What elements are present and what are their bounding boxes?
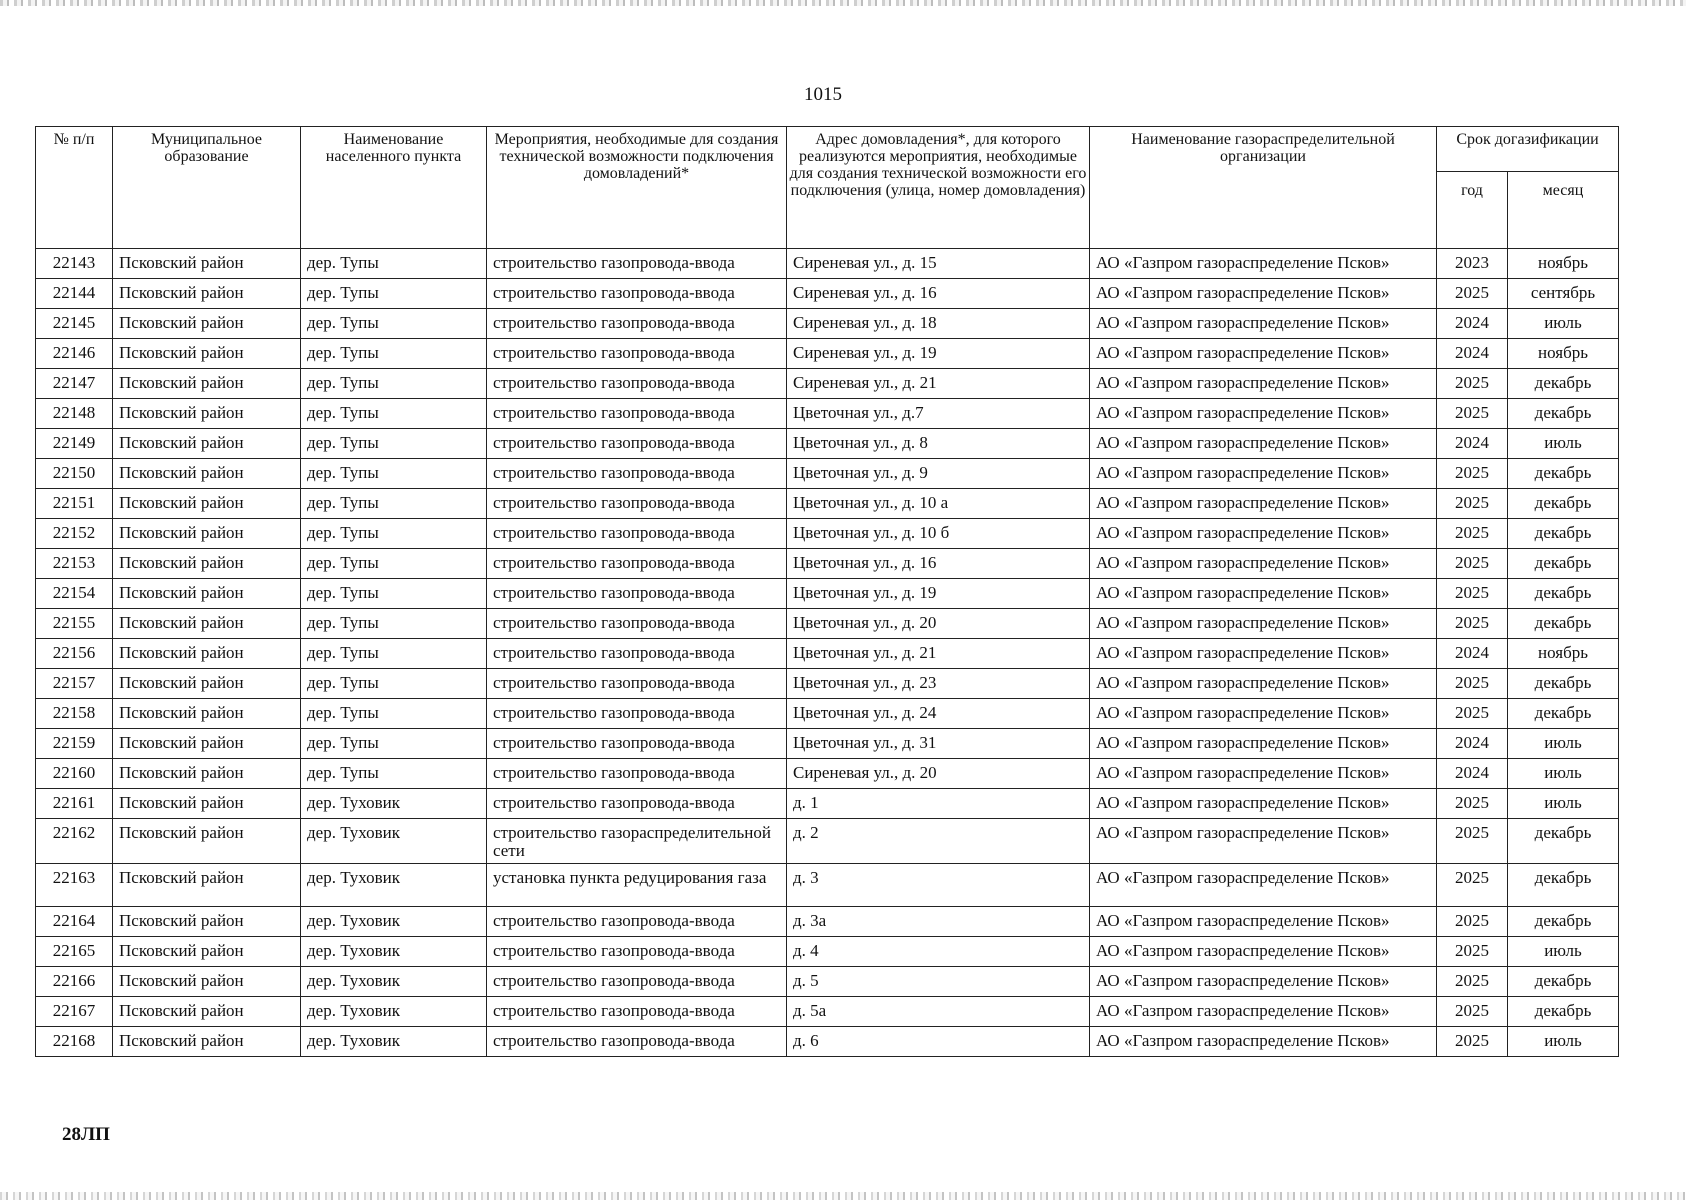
cell-settlement: дер. Тупы (301, 459, 487, 489)
cell-month: июль (1508, 1027, 1619, 1057)
cell-settlement: дер. Туховик (301, 937, 487, 967)
cell-year: 2025 (1437, 997, 1508, 1027)
cell-address: д. 3а (787, 907, 1090, 937)
cell-address: Цветочная ул., д. 24 (787, 699, 1090, 729)
cell-address: Сиреневая ул., д. 16 (787, 279, 1090, 309)
cell-settlement: дер. Туховик (301, 907, 487, 937)
cell-measure: строительство газопровода-ввода (487, 579, 787, 609)
cell-month: декабрь (1508, 819, 1619, 864)
cell-municipality: Псковский район (113, 997, 301, 1027)
cell-year: 2025 (1437, 967, 1508, 997)
cell-year: 2024 (1437, 639, 1508, 669)
cell-address: Сиреневая ул., д. 21 (787, 369, 1090, 399)
table-row (36, 967, 1619, 997)
cell-num: 22159 (36, 729, 113, 759)
cell-settlement: дер. Туховик (301, 967, 487, 997)
cell-organization: АО «Газпром газораспределение Псков» (1090, 1027, 1437, 1057)
cell-municipality: Псковский район (113, 429, 301, 459)
cell-year: 2025 (1437, 937, 1508, 967)
cell-measure: строительство газораспределительной сети (487, 819, 787, 864)
table-body (36, 249, 1619, 1057)
table-row (36, 459, 1619, 489)
table-row (36, 864, 1619, 907)
cell-month: декабрь (1508, 459, 1619, 489)
cell-year: 2025 (1437, 459, 1508, 489)
cell-settlement: дер. Тупы (301, 729, 487, 759)
cell-num: 22168 (36, 1027, 113, 1057)
cell-organization: АО «Газпром газораспределение Псков» (1090, 579, 1437, 609)
cell-year: 2025 (1437, 609, 1508, 639)
table-row (36, 369, 1619, 399)
cell-settlement: дер. Тупы (301, 489, 487, 519)
header-municipality: Муниципальное образование (113, 127, 301, 249)
cell-municipality: Псковский район (113, 399, 301, 429)
cell-month: ноябрь (1508, 249, 1619, 279)
cell-settlement: дер. Тупы (301, 279, 487, 309)
cell-month: декабрь (1508, 669, 1619, 699)
cell-num: 22147 (36, 369, 113, 399)
cell-municipality: Псковский район (113, 967, 301, 997)
cell-municipality: Псковский район (113, 339, 301, 369)
cell-organization: АО «Газпром газораспределение Псков» (1090, 549, 1437, 579)
cell-municipality: Псковский район (113, 789, 301, 819)
cell-measure: строительство газопровода-ввода (487, 759, 787, 789)
cell-settlement: дер. Туховик (301, 819, 487, 864)
cell-municipality: Псковский район (113, 937, 301, 967)
cell-month: декабрь (1508, 699, 1619, 729)
cell-month: декабрь (1508, 864, 1619, 907)
cell-organization: АО «Газпром газораспределение Псков» (1090, 459, 1437, 489)
cell-num: 22167 (36, 997, 113, 1027)
cell-address: Цветочная ул., д. 21 (787, 639, 1090, 669)
table-row (36, 819, 1619, 864)
cell-organization: АО «Газпром газораспределение Псков» (1090, 639, 1437, 669)
cell-month: июль (1508, 429, 1619, 459)
cell-organization: АО «Газпром газораспределение Псков» (1090, 399, 1437, 429)
cell-municipality: Псковский район (113, 907, 301, 937)
header-organization: Наименование газораспределительной организации (1090, 127, 1437, 249)
cell-municipality: Псковский район (113, 669, 301, 699)
cell-organization: АО «Газпром газораспределение Псков» (1090, 429, 1437, 459)
cell-year: 2023 (1437, 249, 1508, 279)
cell-address: Сиреневая ул., д. 20 (787, 759, 1090, 789)
cell-year: 2024 (1437, 309, 1508, 339)
cell-year: 2025 (1437, 549, 1508, 579)
table-row (36, 669, 1619, 699)
cell-organization: АО «Газпром газораспределение Псков» (1090, 609, 1437, 639)
cell-month: июль (1508, 729, 1619, 759)
cell-organization: АО «Газпром газораспределение Псков» (1090, 519, 1437, 549)
cell-settlement: дер. Тупы (301, 519, 487, 549)
cell-month: июль (1508, 789, 1619, 819)
cell-municipality: Псковский район (113, 864, 301, 907)
cell-num: 22154 (36, 579, 113, 609)
cell-month: ноябрь (1508, 339, 1619, 369)
cell-year: 2024 (1437, 339, 1508, 369)
cell-month: декабрь (1508, 997, 1619, 1027)
cell-month: декабрь (1508, 369, 1619, 399)
cell-measure: строительство газопровода-ввода (487, 729, 787, 759)
cell-organization: АО «Газпром газораспределение Псков» (1090, 489, 1437, 519)
cell-organization: АО «Газпром газораспределение Псков» (1090, 907, 1437, 937)
cell-address: Цветочная ул., д. 19 (787, 579, 1090, 609)
cell-measure: строительство газопровода-ввода (487, 789, 787, 819)
cell-year: 2025 (1437, 699, 1508, 729)
cell-measure: строительство газопровода-ввода (487, 519, 787, 549)
cell-year: 2024 (1437, 759, 1508, 789)
table-row (36, 609, 1619, 639)
header-year: год (1437, 172, 1508, 249)
cell-num: 22156 (36, 639, 113, 669)
cell-month: июль (1508, 309, 1619, 339)
cell-municipality: Псковский район (113, 609, 301, 639)
cell-organization: АО «Газпром газораспределение Псков» (1090, 279, 1437, 309)
cell-organization: АО «Газпром газораспределение Псков» (1090, 759, 1437, 789)
cell-measure: строительство газопровода-ввода (487, 699, 787, 729)
cell-municipality: Псковский район (113, 639, 301, 669)
cell-num: 22153 (36, 549, 113, 579)
cell-year: 2024 (1437, 429, 1508, 459)
cell-month: декабрь (1508, 549, 1619, 579)
cell-num: 22144 (36, 279, 113, 309)
header-address: Адрес домовладения*, для которого реализуются мероприятия, необходимые для создания технической возможности его подключения (улица, номер домовладения) (787, 127, 1090, 249)
cell-municipality: Псковский район (113, 249, 301, 279)
cell-organization: АО «Газпром газораспределение Псков» (1090, 967, 1437, 997)
cell-municipality: Псковский район (113, 729, 301, 759)
cell-settlement: дер. Тупы (301, 549, 487, 579)
cell-municipality: Псковский район (113, 549, 301, 579)
cell-num: 22150 (36, 459, 113, 489)
cell-organization: АО «Газпром газораспределение Псков» (1090, 729, 1437, 759)
table-row (36, 1027, 1619, 1057)
cell-measure: установка пункта редуцирования газа (487, 864, 787, 907)
table-row (36, 729, 1619, 759)
table-row (36, 937, 1619, 967)
page-number: 1015 (804, 84, 842, 105)
cell-measure: строительство газопровода-ввода (487, 369, 787, 399)
cell-measure: строительство газопровода-ввода (487, 489, 787, 519)
cell-month: декабрь (1508, 399, 1619, 429)
cell-num: 22165 (36, 937, 113, 967)
cell-month: сентябрь (1508, 279, 1619, 309)
cell-measure: строительство газопровода-ввода (487, 937, 787, 967)
table-row (36, 907, 1619, 937)
header-term: Срок догазификации (1437, 127, 1619, 172)
cell-settlement: дер. Тупы (301, 759, 487, 789)
cell-organization: АО «Газпром газораспределение Псков» (1090, 339, 1437, 369)
cell-municipality: Псковский район (113, 1027, 301, 1057)
table-row (36, 429, 1619, 459)
cell-measure: строительство газопровода-ввода (487, 279, 787, 309)
scan-edge-top (0, 0, 1686, 6)
cell-settlement: дер. Туховик (301, 864, 487, 907)
cell-address: Цветочная ул., д. 10 а (787, 489, 1090, 519)
cell-year: 2025 (1437, 789, 1508, 819)
cell-municipality: Псковский район (113, 819, 301, 864)
cell-num: 22148 (36, 399, 113, 429)
cell-settlement: дер. Тупы (301, 369, 487, 399)
cell-municipality: Псковский район (113, 699, 301, 729)
cell-num: 22162 (36, 819, 113, 864)
cell-num: 22146 (36, 339, 113, 369)
table-row (36, 789, 1619, 819)
table-row (36, 579, 1619, 609)
cell-num: 22166 (36, 967, 113, 997)
cell-organization: АО «Газпром газораспределение Псков» (1090, 819, 1437, 864)
gasification-table (35, 126, 1619, 1057)
cell-measure: строительство газопровода-ввода (487, 669, 787, 699)
cell-num: 22151 (36, 489, 113, 519)
cell-settlement: дер. Тупы (301, 429, 487, 459)
cell-organization: АО «Газпром газораспределение Псков» (1090, 937, 1437, 967)
cell-municipality: Псковский район (113, 459, 301, 489)
cell-settlement: дер. Туховик (301, 997, 487, 1027)
cell-address: Цветочная ул., д. 31 (787, 729, 1090, 759)
cell-month: декабрь (1508, 519, 1619, 549)
cell-organization: АО «Газпром газораспределение Псков» (1090, 997, 1437, 1027)
header-row (36, 127, 1619, 172)
cell-municipality: Псковский район (113, 279, 301, 309)
cell-settlement: дер. Тупы (301, 699, 487, 729)
cell-month: ноябрь (1508, 639, 1619, 669)
table-row (36, 309, 1619, 339)
cell-month: июль (1508, 937, 1619, 967)
table-row (36, 249, 1619, 279)
cell-municipality: Псковский район (113, 579, 301, 609)
cell-month: декабрь (1508, 489, 1619, 519)
cell-measure: строительство газопровода-ввода (487, 339, 787, 369)
header-settlement: Наименование населенного пункта (301, 127, 487, 249)
cell-num: 22143 (36, 249, 113, 279)
cell-measure: строительство газопровода-ввода (487, 1027, 787, 1057)
cell-num: 22163 (36, 864, 113, 907)
cell-municipality: Псковский район (113, 489, 301, 519)
cell-organization: АО «Газпром газораспределение Псков» (1090, 789, 1437, 819)
header-month: месяц (1508, 172, 1619, 249)
scan-edge-bottom (0, 1192, 1686, 1200)
cell-organization: АО «Газпром газораспределение Псков» (1090, 249, 1437, 279)
cell-measure: строительство газопровода-ввода (487, 399, 787, 429)
cell-organization: АО «Газпром газораспределение Псков» (1090, 669, 1437, 699)
cell-address: д. 4 (787, 937, 1090, 967)
cell-year: 2025 (1437, 1027, 1508, 1057)
cell-month: декабрь (1508, 609, 1619, 639)
cell-settlement: дер. Тупы (301, 639, 487, 669)
cell-measure: строительство газопровода-ввода (487, 249, 787, 279)
header-num: № п/п (36, 127, 113, 249)
table-row (36, 399, 1619, 429)
cell-month: декабрь (1508, 967, 1619, 997)
cell-num: 22149 (36, 429, 113, 459)
cell-settlement: дер. Тупы (301, 579, 487, 609)
table-row (36, 489, 1619, 519)
cell-address: Цветочная ул., д.7 (787, 399, 1090, 429)
cell-organization: АО «Газпром газораспределение Псков» (1090, 369, 1437, 399)
cell-municipality: Псковский район (113, 309, 301, 339)
cell-settlement: дер. Тупы (301, 249, 487, 279)
cell-num: 22161 (36, 789, 113, 819)
cell-year: 2025 (1437, 519, 1508, 549)
cell-measure: строительство газопровода-ввода (487, 997, 787, 1027)
cell-num: 22158 (36, 699, 113, 729)
cell-measure: строительство газопровода-ввода (487, 429, 787, 459)
table-row (36, 997, 1619, 1027)
cell-settlement: дер. Туховик (301, 789, 487, 819)
cell-year: 2025 (1437, 819, 1508, 864)
cell-address: Цветочная ул., д. 10 б (787, 519, 1090, 549)
cell-num: 22160 (36, 759, 113, 789)
table-row (36, 759, 1619, 789)
cell-measure: строительство газопровода-ввода (487, 309, 787, 339)
cell-address: д. 3 (787, 864, 1090, 907)
table-row (36, 699, 1619, 729)
cell-year: 2025 (1437, 489, 1508, 519)
cell-address: Сиреневая ул., д. 19 (787, 339, 1090, 369)
cell-address: д. 6 (787, 1027, 1090, 1057)
cell-year: 2025 (1437, 669, 1508, 699)
cell-month: декабрь (1508, 579, 1619, 609)
cell-address: Цветочная ул., д. 23 (787, 669, 1090, 699)
cell-address: Сиреневая ул., д. 15 (787, 249, 1090, 279)
cell-address: д. 5 (787, 967, 1090, 997)
table-row (36, 549, 1619, 579)
cell-measure: строительство газопровода-ввода (487, 907, 787, 937)
table-row (36, 339, 1619, 369)
cell-year: 2025 (1437, 864, 1508, 907)
cell-address: Сиреневая ул., д. 18 (787, 309, 1090, 339)
cell-settlement: дер. Тупы (301, 339, 487, 369)
cell-municipality: Псковский район (113, 369, 301, 399)
cell-municipality: Псковский район (113, 519, 301, 549)
cell-month: декабрь (1508, 907, 1619, 937)
table-row (36, 279, 1619, 309)
cell-address: Цветочная ул., д. 8 (787, 429, 1090, 459)
footer-code: 28ЛП (62, 1124, 110, 1145)
cell-month: июль (1508, 759, 1619, 789)
cell-address: д. 2 (787, 819, 1090, 864)
cell-year: 2024 (1437, 729, 1508, 759)
cell-year: 2025 (1437, 279, 1508, 309)
cell-settlement: дер. Тупы (301, 669, 487, 699)
cell-measure: строительство газопровода-ввода (487, 639, 787, 669)
cell-address: Цветочная ул., д. 9 (787, 459, 1090, 489)
cell-address: д. 1 (787, 789, 1090, 819)
cell-address: Цветочная ул., д. 20 (787, 609, 1090, 639)
cell-year: 2025 (1437, 907, 1508, 937)
cell-num: 22145 (36, 309, 113, 339)
cell-address: Цветочная ул., д. 16 (787, 549, 1090, 579)
cell-organization: АО «Газпром газораспределение Псков» (1090, 699, 1437, 729)
cell-settlement: дер. Тупы (301, 399, 487, 429)
cell-year: 2025 (1437, 369, 1508, 399)
header-measures: Мероприятия, необходимые для создания технической возможности подключения домовладений* (487, 127, 787, 249)
cell-address: д. 5а (787, 997, 1090, 1027)
cell-organization: АО «Газпром газораспределение Псков» (1090, 864, 1437, 907)
cell-settlement: дер. Тупы (301, 609, 487, 639)
cell-measure: строительство газопровода-ввода (487, 967, 787, 997)
cell-year: 2025 (1437, 579, 1508, 609)
cell-year: 2025 (1437, 399, 1508, 429)
cell-municipality: Псковский район (113, 759, 301, 789)
cell-num: 22164 (36, 907, 113, 937)
cell-num: 22155 (36, 609, 113, 639)
cell-num: 22152 (36, 519, 113, 549)
cell-measure: строительство газопровода-ввода (487, 609, 787, 639)
cell-settlement: дер. Тупы (301, 309, 487, 339)
cell-measure: строительство газопровода-ввода (487, 549, 787, 579)
cell-settlement: дер. Туховик (301, 1027, 487, 1057)
cell-num: 22157 (36, 669, 113, 699)
cell-measure: строительство газопровода-ввода (487, 459, 787, 489)
table-row (36, 639, 1619, 669)
table-row (36, 519, 1619, 549)
cell-organization: АО «Газпром газораспределение Псков» (1090, 309, 1437, 339)
